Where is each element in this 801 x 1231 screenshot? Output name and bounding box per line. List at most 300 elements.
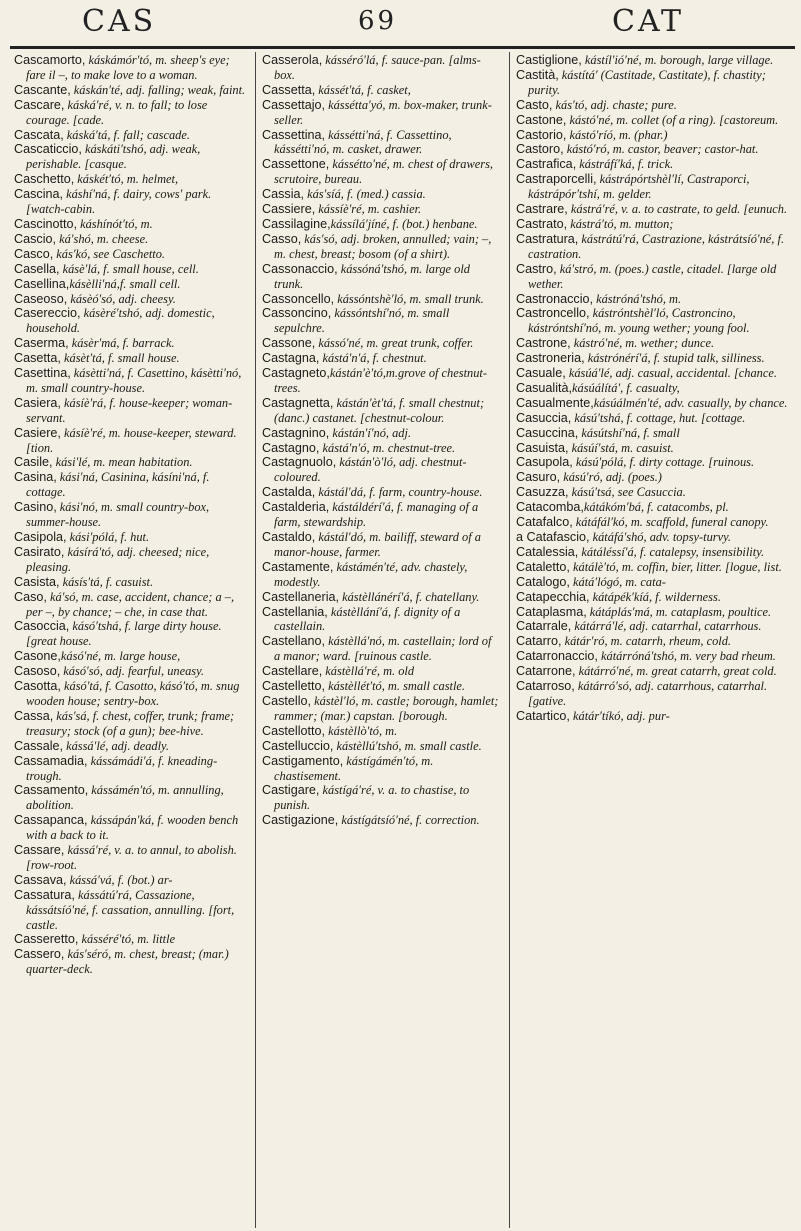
- dictionary-entry: [516, 500, 790, 515]
- dictionary-entry: [262, 441, 500, 456]
- entry-headword: Cascare,: [14, 97, 65, 112]
- dictionary-entry: [262, 724, 500, 739]
- entry-headword: Catarro,: [516, 634, 562, 649]
- entry-definition: kástró′né, m. wether; dunce.: [570, 336, 715, 351]
- entry-definition: kássó′né, m. great trunk, coffer.: [315, 336, 474, 351]
- dictionary-entry: [516, 441, 790, 456]
- entry-definition: kású′ró, adj. (poes.): [560, 470, 662, 485]
- dictionary-entry: [262, 98, 500, 128]
- entry-headword: Castamente,: [262, 559, 334, 574]
- entry-definition: kástrá′tó, m. mutton;: [567, 216, 674, 231]
- dictionary-entry: [14, 575, 246, 590]
- entry-headword: Castello,: [262, 693, 311, 708]
- entry-definition: kátárróná′tshó, m. very bad rheum.: [597, 649, 776, 664]
- entry-definition: kástróntshèl′ló, Castroncino, kástróntshí′nó, m. young wether; young fool.: [528, 306, 750, 336]
- entry-headword: Catarroso,: [516, 679, 575, 694]
- entry-headword: Cassapanca,: [14, 813, 88, 828]
- entry-definition: kás′tó, adj. chaste; pure.: [552, 97, 677, 112]
- entry-headword: Cataletto,: [516, 559, 570, 574]
- entry-headword: Cassoncello,: [262, 291, 335, 306]
- entry-headword: Casoso,: [14, 664, 61, 679]
- entry-headword: Cassale,: [14, 738, 63, 753]
- dictionary-entry: [14, 217, 246, 232]
- column-3: [516, 53, 790, 1229]
- entry-definition: kástámén′té, adv. chastely, modestly.: [274, 559, 468, 589]
- entry-definition: kásíè′rá, f. house-keeper; woman-servant.: [26, 395, 233, 425]
- entry-headword: Casiera,: [14, 395, 61, 410]
- entry-headword: a Catafascio,: [516, 530, 590, 544]
- dictionary-entry: [516, 649, 790, 664]
- entry-definition: kásséré′tó, m. little: [78, 932, 176, 947]
- entry-definition: ká′stró, m. (poes.) castle, citadel. [large old wether.: [528, 261, 777, 291]
- dictionary-entry: [262, 426, 500, 441]
- entry-headword: Cascante,: [14, 82, 71, 97]
- entry-definition: kástígámén′tó, m. chastisement.: [274, 753, 434, 783]
- entry-definition: kássámén′tó, m. annulling, abolition.: [26, 783, 224, 813]
- entry-headword: Castagneto,: [262, 366, 330, 381]
- entry-definition: kástèl′ló, m. castle; borough, hamlet; rammer; (mar.) capstan. [borough.: [274, 693, 499, 723]
- dictionary-entry: [262, 157, 500, 187]
- entry-definition: kátárrá′lé, adj. catarrhal, catarrhous.: [571, 619, 762, 634]
- entry-headword: Casereccio,: [14, 306, 81, 321]
- entry-definition: kás′kó, see Caschetto.: [53, 246, 165, 261]
- entry-definition: kású′pólá, f. dirty cottage. [ruinous.: [572, 455, 755, 470]
- entry-headword: Castorio,: [516, 127, 567, 142]
- entry-headword: Cascio,: [14, 231, 56, 246]
- entry-headword: Casirato,: [14, 544, 65, 559]
- dictionary-entry: [516, 455, 790, 470]
- entry-definition: kástèllání′á, f. dignity of a castellain.: [274, 604, 461, 634]
- entry-headword: Casuista,: [516, 440, 569, 455]
- dictionary-entry: [516, 605, 790, 620]
- dictionary-entry: [262, 605, 500, 635]
- entry-headword: Casista,: [14, 574, 60, 589]
- entry-headword: Casso,: [262, 231, 302, 246]
- dictionary-entry: [14, 351, 246, 366]
- dictionary-entry: [516, 351, 790, 366]
- entry-definition: kátá′lógó, m. cata-: [569, 574, 666, 589]
- dictionary-entry: [14, 98, 246, 128]
- entry-definition: kássá′ré, v. a. to annul, to abolish. [row-root.: [26, 843, 237, 872]
- entry-definition: kásís′tá, f. casuist.: [59, 574, 154, 589]
- dictionary-entry: [14, 932, 246, 947]
- dictionary-entry: [516, 336, 790, 351]
- dictionary-entry: [14, 455, 246, 470]
- dictionary-entry: [14, 306, 246, 336]
- header-left-guideword: CAS: [82, 4, 157, 39]
- dictionary-entry: [262, 500, 500, 530]
- entry-headword: Casiere,: [14, 425, 61, 440]
- entry-definition: kástèllét′tó, m. small castle.: [325, 679, 466, 694]
- entry-headword: Casoccia,: [14, 619, 70, 634]
- entry-definition: káskámór′tó, m. sheep's eye; fare il –, to make love to a woman.: [26, 53, 230, 82]
- header-rule: [10, 46, 795, 49]
- entry-headword: Castalderia,: [262, 500, 330, 515]
- entry-headword: Casipola,: [14, 530, 67, 544]
- entry-headword: Castellania,: [262, 604, 328, 619]
- entry-definition: kátárró′só, adj. catarrhous, catarrhal. [gative.: [528, 679, 768, 708]
- entry-definition: kátár′tíkó, adj. pur-: [569, 708, 670, 723]
- entry-headword: Castelluccio,: [262, 738, 334, 753]
- entry-headword: Cascamorto,: [14, 53, 86, 67]
- dictionary-entry: [14, 396, 246, 426]
- entry-headword: Castone,: [516, 112, 567, 127]
- entry-definition: kátákóm′bá, f. catacombs, pl.: [583, 500, 729, 515]
- entry-headword: Cassettone,: [262, 157, 330, 172]
- dictionary-entry: [14, 232, 246, 247]
- dictionary-entry: [14, 843, 246, 873]
- entry-definition: kástáldérí′á, f. managing of a farm, stewardship.: [274, 500, 479, 530]
- dictionary-entry: [516, 68, 790, 98]
- entry-definition: kási′nó, m. small country-box, summer-house.: [26, 500, 210, 530]
- entry-definition: kású′tshá, f. cottage, hut. [cottage.: [571, 410, 746, 425]
- dictionary-entry: [516, 202, 790, 217]
- entry-definition: kássóntshè′ló, m. small trunk.: [334, 291, 484, 306]
- dictionary-entry: [262, 679, 500, 694]
- entry-definition: káská′ré, v. n. to fall; to lose courage. [cade.: [26, 97, 208, 127]
- entry-headword: Castigazione,: [262, 813, 339, 828]
- dictionary-entry: [516, 53, 790, 68]
- entry-definition: kástrátú′rá, Castrazione, kástrátsíó′né, f. castration.: [528, 231, 785, 261]
- column-1: [14, 53, 246, 1229]
- dictionary-entry: [516, 590, 790, 605]
- entry-headword: Castagnuolo,: [262, 455, 337, 470]
- dictionary-entry: [516, 709, 790, 724]
- entry-headword: Casone,: [14, 649, 61, 664]
- entry-headword: Castellare,: [262, 664, 323, 679]
- entry-headword: Castità,: [516, 67, 559, 82]
- entry-definition: káshínót′tó, m.: [77, 216, 153, 231]
- entry-headword: Castratura,: [516, 231, 579, 246]
- entry-definition: kátálè′tó, m. coffin, bier, litter. [logue, list.: [569, 559, 782, 574]
- entry-definition: kástígá′ré, v. a. to chastise, to punish.: [274, 783, 470, 813]
- entry-definition: kátáfál′kó, m. scaffold, funeral canopy.: [572, 515, 769, 530]
- entry-headword: Cassamadia,: [14, 753, 88, 768]
- entry-headword: Castagnino,: [262, 425, 330, 440]
- dictionary-entry: [516, 157, 790, 172]
- entry-headword: Cassone,: [262, 336, 316, 351]
- entry-definition: kású′tsá, see Casuccia.: [568, 485, 686, 500]
- dictionary-entry: [262, 754, 500, 784]
- dictionary-entry: [14, 545, 246, 575]
- entry-definition: kásó′tá, f. Casotto, kásó′tó, m. snug wooden house; sentry-box.: [26, 679, 240, 708]
- dictionary-entry: [14, 83, 246, 98]
- entry-definition: ká′só, m. case, accident, chance; a –, per –, by chance; – che, in case that.: [26, 589, 235, 619]
- entry-headword: Cassettajo,: [262, 97, 325, 112]
- entry-definition: kástá′n′á, f. chestnut.: [319, 351, 427, 366]
- entry-definition: kásè′lá, f. small house, cell.: [59, 261, 199, 276]
- entry-headword: Casseretto,: [14, 932, 79, 947]
- dictionary-entry: [262, 366, 500, 396]
- entry-headword: Casuzza,: [516, 485, 569, 500]
- entry-headword: Caschetto,: [14, 172, 75, 187]
- entry-definition: kási′ná, Casinina, kásíni′ná, f. cottage.: [26, 470, 210, 500]
- entry-definition: kás′séró, m. chest, breast; (mar.) quarter-deck.: [26, 947, 229, 977]
- dictionary-entry: [14, 366, 246, 396]
- entry-headword: Cataplasma,: [516, 604, 587, 619]
- entry-headword: Casualità,: [516, 380, 573, 395]
- entry-headword: Casuro,: [516, 470, 561, 485]
- dictionary-entry: [516, 292, 790, 307]
- entry-headword: Casuccia,: [516, 410, 572, 425]
- entry-definition: kástrá′ré, v. a. to castrate, to geld. [eunuch.: [567, 202, 788, 217]
- entry-definition: kástróná′tshó, m.: [593, 291, 682, 306]
- entry-definition: káská′tá, f. fall; cascade.: [63, 127, 190, 142]
- dictionary-entry: [262, 694, 500, 724]
- dictionary-entry: [262, 187, 500, 202]
- entry-headword: Catarrale,: [516, 619, 572, 634]
- entry-headword: Castroneria,: [516, 351, 585, 366]
- dictionary-entry: [14, 709, 246, 739]
- entry-headword: Castellaneria,: [262, 589, 340, 604]
- entry-headword: Casettina,: [14, 366, 71, 381]
- entry-definition: kástráfí′ká, f. trick.: [576, 157, 674, 172]
- entry-definition: kássá′lé, adj. deadly.: [63, 738, 169, 753]
- entry-headword: Casuale,: [516, 366, 566, 381]
- dictionary-entry: [14, 590, 246, 620]
- entry-headword: Castellotto,: [262, 723, 325, 738]
- dictionary-entry: [262, 128, 500, 158]
- entry-definition: kásúí′stá, m. casuist.: [568, 440, 674, 455]
- dictionary-entry: [262, 292, 500, 307]
- entry-definition: kástèllánérí′á, f. chatellany.: [339, 589, 480, 604]
- entry-definition: kássétta′yó, m. box-maker, trunk-seller.: [274, 97, 492, 127]
- dictionary-entry: [262, 396, 500, 426]
- dictionary-entry: [516, 679, 790, 709]
- dictionary-entry: [516, 128, 790, 143]
- entry-headword: Catartico,: [516, 708, 570, 723]
- dictionary-entry: [262, 485, 500, 500]
- entry-definition: káskán′té, adj. falling; weak, faint.: [70, 82, 246, 97]
- dictionary-entry: [262, 202, 500, 217]
- page-number: 69: [358, 6, 398, 36]
- entry-definition: káshí′ná, f. dairy, cows' park. [watch-cabin.: [26, 187, 212, 217]
- entry-definition: kás′sá, f. chest, coffer, trunk; frame; treasury; stock (of a gun); bee-hive.: [26, 708, 235, 738]
- entry-headword: Castigare,: [262, 783, 320, 798]
- entry-headword: Cassetta,: [262, 82, 316, 97]
- entry-definition: kástèllò′tó, m.: [325, 723, 398, 738]
- entry-definition: kássóntshí′nó, m. small sepulchre.: [274, 306, 450, 336]
- entry-definition: kásèré′tshó, adj. domestic, household.: [26, 306, 215, 336]
- entry-definition: kásúálítá′, f. casualty,: [572, 380, 680, 395]
- entry-definition: kásètti′ná, f. Casettino, kásètti′nó, m. small country-house.: [26, 366, 242, 395]
- entry-headword: Cascinotto,: [14, 216, 77, 231]
- dictionary-entry: [262, 530, 500, 560]
- entry-definition: kássétti′ná, f. Cassettino, kássétti′nó, m. casket, drawer.: [274, 127, 452, 157]
- entry-definition: kástán′ò′ló, adj. chestnut-coloured.: [274, 455, 467, 485]
- dictionary-entry: [14, 664, 246, 679]
- dictionary-entry: [516, 664, 790, 679]
- dictionary-entry: [516, 560, 790, 575]
- dictionary-entry: [262, 262, 500, 292]
- entry-headword: Castagno,: [262, 440, 320, 455]
- dictionary-entry: [262, 306, 500, 336]
- dictionary-entry: [14, 247, 246, 262]
- entry-headword: Cassonaccio,: [262, 261, 338, 276]
- entry-definition: kássét′tá, f. casket,: [315, 82, 411, 97]
- entry-definition: kássámádi′á, f. kneading-trough.: [26, 753, 218, 783]
- entry-definition: kátáfá′shó, adv. topsy-turvy.: [589, 530, 732, 544]
- entry-headword: Cassamento,: [14, 783, 89, 798]
- dictionary-entry: [14, 277, 246, 292]
- dictionary-entry: [516, 217, 790, 232]
- entry-definition: kásíè′ré, m. house-keeper, steward. [tion.: [26, 425, 237, 455]
- dictionary-entry: [14, 619, 246, 649]
- dictionary-entry: [516, 113, 790, 128]
- dictionary-entry: [262, 83, 500, 98]
- entry-headword: Castagna,: [262, 351, 320, 366]
- dictionary-entry: [516, 98, 790, 113]
- entry-headword: Castagnetta,: [262, 395, 334, 410]
- dictionary-entry: [262, 783, 500, 813]
- dictionary-entry: [262, 455, 500, 485]
- dictionary-entry: [262, 739, 500, 754]
- entry-headword: Casupola,: [516, 455, 573, 470]
- entry-definition: kátáplás′má, m. cataplasm, poultice.: [586, 604, 772, 619]
- entry-headword: Castrare,: [516, 202, 568, 217]
- entry-definition: kástrónérí′á, f. stupid talk, silliness.: [584, 351, 765, 366]
- entry-headword: Catalogo,: [516, 574, 570, 589]
- entry-headword: Casellina,: [14, 276, 70, 291]
- dictionary-entry: [516, 619, 790, 634]
- entry-headword: Cassettina,: [262, 127, 325, 142]
- dictionary-entry: [14, 426, 246, 456]
- dictionary-entry: [516, 530, 790, 545]
- entry-definition: kátápék′kíá, f. wilderness.: [589, 589, 721, 604]
- entry-definition: ká′shó, m. cheese.: [56, 231, 149, 246]
- entry-headword: Castroncello,: [516, 306, 590, 321]
- entry-headword: Cassiere,: [262, 202, 316, 217]
- dictionary-entry: [14, 873, 246, 888]
- dictionary-entry: [14, 530, 246, 545]
- entry-definition: kátáléssí′á, f. catalepsy, insensibility.: [578, 544, 765, 559]
- entry-definition: kásúálmén′té, adv. casually, by chance.: [593, 395, 788, 410]
- entry-definition: kásèr′má, f. barrack.: [68, 336, 175, 351]
- dictionary-entry: [516, 515, 790, 530]
- entry-headword: Castigamento,: [262, 753, 344, 768]
- dictionary-entry: [14, 470, 246, 500]
- entry-headword: Casetta,: [14, 351, 61, 366]
- entry-definition: kássá′vá, f. (bot.) ar-: [66, 872, 173, 887]
- entry-definition: kátárró′né, m. great catarrh, great cold.: [575, 664, 777, 679]
- entry-headword: Cascaticcio,: [14, 142, 82, 157]
- dictionary-entry: [14, 187, 246, 217]
- column-divider: [255, 52, 256, 1228]
- entry-definition: kási′pólá, f. hut.: [66, 530, 150, 544]
- page-header: [0, 0, 801, 48]
- entry-definition: kástó′ró, m. castor, beaver; castor-hat.: [563, 142, 759, 157]
- dictionary-entry: [14, 500, 246, 530]
- dictionary-entry: [14, 783, 246, 813]
- dictionary-entry: [14, 128, 246, 143]
- entry-definition: kástítá′ (Castitade, Castitate), f. chastity; purity.: [528, 67, 766, 97]
- dictionary-entry: [14, 142, 246, 172]
- entry-headword: Casserola,: [262, 53, 323, 67]
- entry-definition: kásèó′só, adj. cheesy.: [67, 291, 176, 306]
- entry-definition: kásírá′tó, adj. cheesed; nice, pleasing.: [26, 544, 210, 574]
- entry-headword: Cascata,: [14, 127, 64, 142]
- entry-headword: Castronaccio,: [516, 291, 593, 306]
- dictionary-entry: [516, 142, 790, 157]
- entry-definition: kássápán′ká, f. wooden bench with a back to it.: [26, 813, 239, 843]
- entry-headword: Casualmente,: [516, 395, 594, 410]
- entry-headword: Cassoncino,: [262, 306, 332, 321]
- dictionary-entry: [516, 172, 790, 202]
- entry-headword: Catarrone,: [516, 664, 576, 679]
- entry-definition: kássíè′ré, m. cashier.: [315, 202, 422, 217]
- entry-definition: kástál′dá, f. farm, country-house.: [315, 485, 483, 500]
- entry-headword: Castrafica,: [516, 157, 577, 172]
- entry-definition: kás′síá, f. (med.) cassia.: [304, 187, 426, 202]
- entry-headword: Castalda,: [262, 485, 316, 500]
- dictionary-entry: [14, 649, 246, 664]
- entry-definition: káskáti′tshó, adj. weak, perishable. [casque.: [26, 142, 201, 172]
- entry-headword: Cassa,: [14, 708, 54, 723]
- dictionary-entry: [14, 53, 246, 83]
- entry-definition: kássétto′né, m. chest of drawers, scrutoire, bureau.: [274, 157, 493, 187]
- entry-headword: Cassero,: [14, 947, 65, 962]
- dictionary-entry: [262, 232, 500, 262]
- header-right-guideword: CAT: [612, 4, 684, 39]
- entry-definition: kástán′í′nó, adj.: [329, 425, 412, 440]
- entry-definition: kássóná′tshó, m. large old trunk.: [274, 261, 470, 291]
- dictionary-entry: [262, 351, 500, 366]
- entry-definition: kástá′n′ó, m. chestnut-tree.: [319, 440, 456, 455]
- entry-headword: Castelletto,: [262, 679, 325, 694]
- entry-headword: Catafalco,: [516, 515, 573, 530]
- entry-headword: Cassatura,: [14, 887, 75, 902]
- entry-headword: Castrone,: [516, 336, 571, 351]
- entry-definition: kástígátsíó′né, f. correction.: [338, 813, 480, 828]
- entry-headword: Cascina,: [14, 187, 63, 202]
- dictionary-entry: [262, 53, 500, 83]
- entry-headword: Castaldo,: [262, 530, 316, 544]
- entry-headword: Castro,: [516, 261, 557, 276]
- dictionary-entry: [262, 336, 500, 351]
- dictionary-entry: [14, 888, 246, 933]
- entry-definition: kástèllá′nó, m. castellain; lord of a manor; ward. [ruinous castle.: [274, 634, 492, 664]
- dictionary-entry: [262, 560, 500, 590]
- entry-definition: kásútshí′ná, f. small: [578, 425, 680, 440]
- dictionary-entry: [14, 947, 246, 977]
- dictionary-entry: [516, 545, 790, 560]
- entry-definition: kássátú′rá, Cassazione, kássátsíó′né, f. cassation, annulling. [fort, castle.: [26, 887, 235, 932]
- entry-headword: Castoro,: [516, 142, 564, 157]
- dictionary-entry: [516, 366, 790, 381]
- entry-headword: Cassava,: [14, 872, 67, 887]
- entry-definition: kásèt′tá, f. small house.: [60, 351, 180, 366]
- entry-headword: Cassia,: [262, 187, 304, 202]
- entry-headword: Caseoso,: [14, 291, 68, 306]
- dictionary-entry: [14, 739, 246, 754]
- dictionary-entry: [14, 813, 246, 843]
- entry-headword: Casotta,: [14, 679, 61, 694]
- dictionary-entry: [516, 575, 790, 590]
- entry-definition: kástó′ríó, m. (phar.): [566, 127, 668, 142]
- entry-headword: Catalessia,: [516, 544, 579, 559]
- dictionary-entry: [516, 306, 790, 336]
- entry-definition: káskét′tó, m. helmet,: [74, 172, 179, 187]
- entry-definition: kátár′ró, m. catarrh, rheum, cold.: [561, 634, 732, 649]
- entry-headword: Catapecchia,: [516, 589, 590, 604]
- entry-headword: Casile,: [14, 455, 53, 470]
- entry-definition: kási′lé, m. mean habitation.: [52, 455, 193, 470]
- entry-definition: kástèllú′tshó, m. small castle.: [333, 738, 482, 753]
- dictionary-entry: [516, 396, 790, 411]
- dictionary-entry: [14, 172, 246, 187]
- entry-definition: kásèlli′ná,f. small cell.: [69, 276, 181, 291]
- dictionary-entry: [14, 754, 246, 784]
